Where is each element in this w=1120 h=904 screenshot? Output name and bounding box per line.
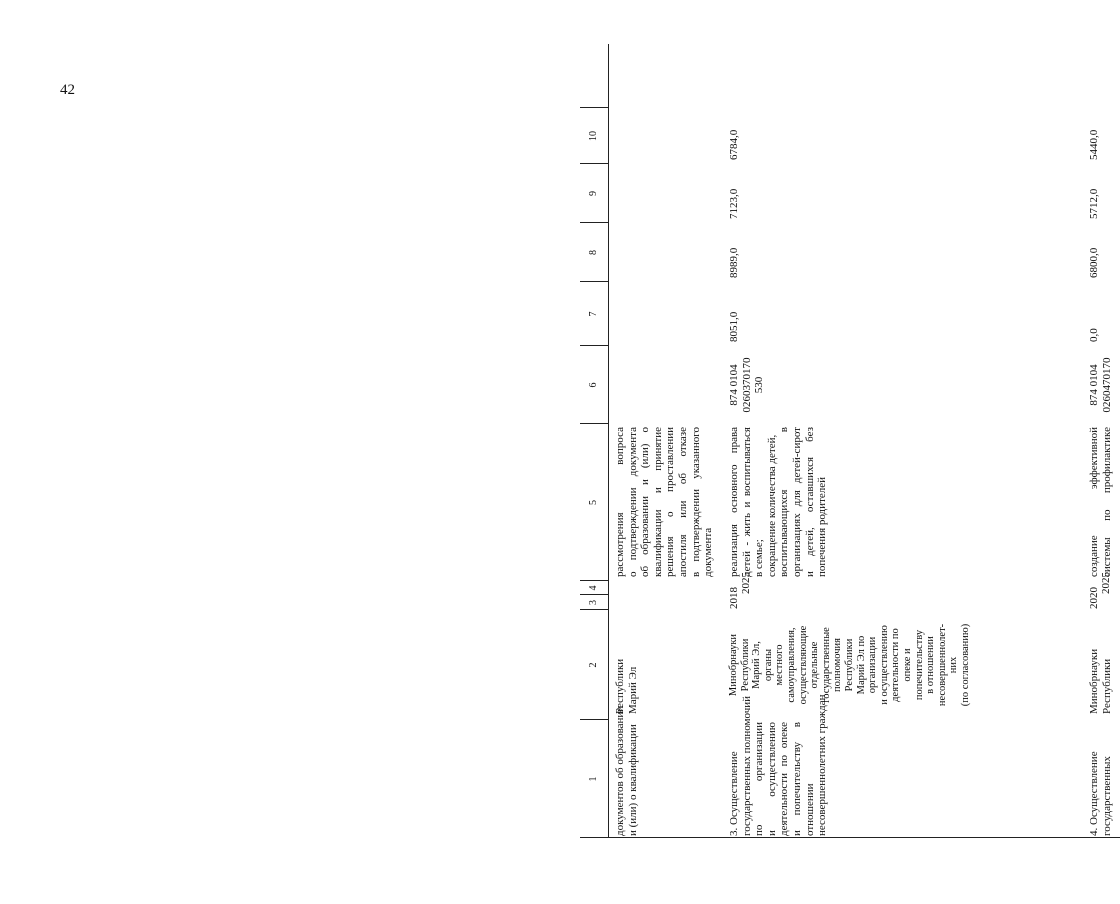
text-line: 874 0104 [1088, 364, 1100, 406]
text-line: о подтверждении документа [626, 427, 639, 577]
table-left-border [580, 837, 1120, 838]
row3-value-8: 6800,0 [1088, 247, 1100, 278]
text-line: Марий Эл, [751, 641, 763, 689]
text-line: Республики [843, 638, 855, 692]
header-col-9: 9 [588, 191, 599, 196]
text-line: 0260370170 [740, 357, 753, 413]
text-line: опеке и [901, 648, 913, 682]
text-line: попечения родителей [816, 477, 829, 577]
row2-col2 [728, 610, 971, 720]
header-col-1: 1 [588, 776, 599, 782]
text-line: государственных [1100, 756, 1113, 836]
text-line: самоуправления, [785, 627, 797, 703]
text-line: реализация основного права [728, 427, 740, 577]
column-divider [580, 423, 608, 424]
row1-col2 [614, 614, 639, 714]
row3-value-7: 0,0 [1088, 328, 1100, 342]
text-line: (по согласованию) [959, 623, 971, 707]
row2-col5 [728, 427, 829, 577]
row3-budget-code [1088, 346, 1113, 424]
text-line: государственных полномочий [740, 695, 753, 836]
text-line: решения о проставлении [664, 427, 677, 577]
text-line: создание эффективной [1088, 427, 1100, 577]
header-col-6: 6 [588, 382, 599, 388]
text-line: и (или) о квалификации [626, 724, 639, 836]
text-line: в семье; [753, 539, 766, 577]
header-col-4: 4 [588, 585, 599, 591]
text-line: документов об образовании [614, 705, 626, 836]
text-line: и детей, оставшихся без [803, 427, 816, 577]
text-line: детей - жить и воспитываться [740, 427, 753, 577]
text-line: сокращение количества детей, [765, 434, 778, 577]
text-line: несовершеннолет- [936, 623, 948, 707]
header-col-7: 7 [588, 311, 599, 317]
text-line: по организации [753, 722, 766, 836]
text-line: документа [702, 527, 715, 577]
text-line: Минобрнауки [1088, 648, 1100, 714]
row2-col1 [728, 694, 829, 836]
text-line: несовершеннолетних граждан [816, 694, 829, 836]
row3-start-year: 2020 [1088, 587, 1100, 609]
column-divider [580, 594, 608, 595]
column-divider [580, 163, 608, 164]
row2-value-9: 7123,0 [728, 188, 740, 219]
text-line: осуществляющие [797, 625, 809, 705]
text-line: Республики [614, 658, 626, 714]
row3-value-10: 5440,0 [1088, 129, 1100, 160]
column-divider [580, 222, 608, 223]
row1-col5 [614, 427, 715, 577]
header-col-10: 10 [588, 131, 599, 141]
text-line: системы по профилактике [1100, 427, 1113, 577]
row2-start-year: 2018 [728, 587, 740, 609]
column-divider [580, 580, 608, 581]
row3-col5 [1088, 427, 1113, 577]
column-divider [580, 107, 608, 108]
text-line: отдельные [809, 641, 821, 689]
text-line: об образовании и (или) о [639, 427, 652, 577]
text-line: в подтверждении указанного [689, 427, 702, 577]
header-col-5: 5 [588, 500, 599, 505]
text-line: 874 0104 [728, 364, 740, 406]
text-line: в отношении [925, 636, 937, 694]
text-line: организации [867, 636, 879, 694]
page-number: 42 [60, 82, 75, 98]
rotated-table [580, 108, 1120, 838]
text-line: рассмотрения вопроса [614, 427, 626, 577]
text-line: апостиля или об отказе [676, 427, 689, 577]
text-line: и попечительству в [790, 722, 803, 836]
column-divider [580, 609, 608, 610]
row3-col2 [1088, 614, 1113, 714]
text-line: местного [774, 644, 786, 686]
column-divider [580, 719, 608, 720]
row3-end-year: 2025 [1100, 572, 1112, 594]
column-divider [580, 281, 608, 282]
row2-value-7: 8051,0 [728, 311, 740, 342]
text-line: 0260470170 [1100, 357, 1113, 413]
text-line: органы [762, 648, 774, 682]
text-line: полномочия [832, 638, 844, 692]
text-line: деятельности по [890, 628, 902, 702]
header-col-8: 8 [588, 250, 599, 255]
text-line: Марий Эл [626, 666, 639, 714]
text-line: Республики [739, 638, 751, 692]
row3-col1 [1088, 722, 1113, 836]
header-col-3: 3 [588, 600, 599, 605]
row1-col1 [614, 705, 639, 836]
text-line: Марий Эл по [855, 635, 867, 695]
header-col-2: 2 [588, 662, 599, 668]
text-line: организациях для детей-сирот [790, 427, 803, 577]
text-line: попечительству [913, 629, 925, 701]
text-line: 4. Осуществление [1088, 751, 1100, 836]
text-line: государственные [820, 627, 832, 703]
text-line: Республики [1100, 658, 1113, 714]
row2-end-year: 2025 [740, 572, 752, 594]
row3-value-9: 5712,0 [1088, 188, 1100, 219]
text-line: Минобрнауки [728, 633, 739, 697]
text-line: отношении [803, 783, 816, 836]
text-line: деятельности по опеке [778, 722, 791, 836]
text-line: и осуществлению [765, 722, 778, 836]
row2-budget-code [728, 346, 766, 424]
text-line: квалификации и принятие [651, 427, 664, 577]
text-line: и осуществлению [878, 625, 890, 705]
text-line: 530 [753, 376, 766, 394]
row2-value-8: 8989,0 [728, 247, 740, 278]
column-divider [580, 345, 608, 346]
text-line: них [948, 656, 960, 674]
row2-value-10: 6784,0 [728, 129, 740, 160]
text-line: воспитывающихся в [778, 427, 791, 577]
text-line: 3. Осуществление [728, 751, 740, 836]
